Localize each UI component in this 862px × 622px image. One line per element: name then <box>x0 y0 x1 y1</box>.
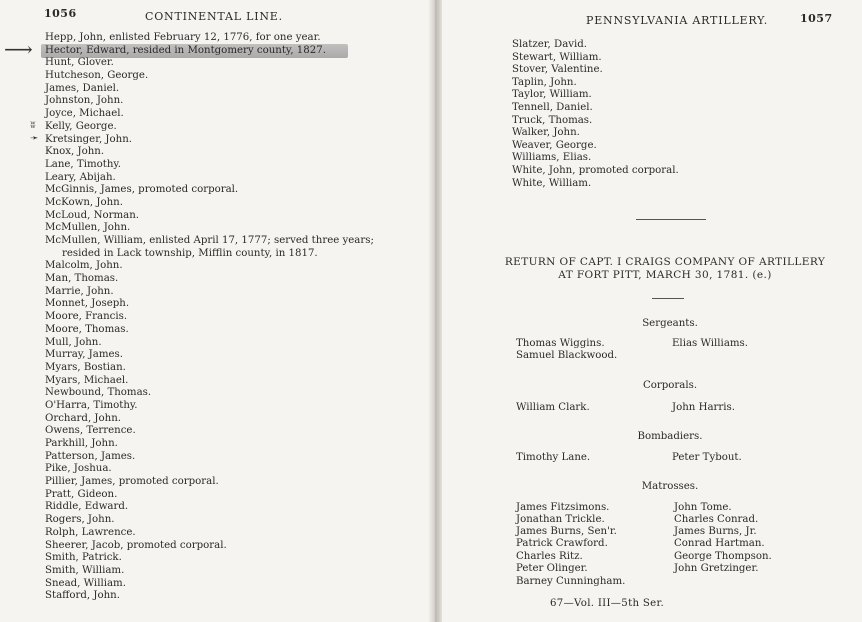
list-item-multiline: McMullen, William, enlisted April 17, 1777; served three years; resided in Lack township, Mifflin county, in 1817. <box>45 235 374 259</box>
roster-name: William Clark. <box>516 402 590 413</box>
list-item: Smith, Patrick. <box>45 552 122 564</box>
list-item: Slatzer, David. <box>512 39 588 50</box>
list-item: McGinnis, James, promoted corporal. <box>45 184 239 196</box>
list-item: Joyce, Michael. <box>45 108 124 120</box>
list-item: Malcolm, John. <box>45 260 123 272</box>
roster-name: James Burns, Jr. <box>674 526 757 537</box>
roster-name: Samuel Blackwood. <box>516 350 618 361</box>
list-item: Smith, William. <box>45 564 125 576</box>
list-item: Orchard, John. <box>45 412 122 424</box>
list-item: Murray, James. <box>45 349 123 361</box>
list-item: James, Daniel. <box>45 82 120 94</box>
list-item: Myars, Michael. <box>45 374 129 386</box>
roster-name: James Burns, Sen'r. <box>516 526 617 537</box>
roster-name: Peter Olinger. <box>516 563 588 574</box>
roster-name: Peter Tybout. <box>672 452 742 463</box>
handwritten-mark-icon: ➛ <box>30 133 39 144</box>
list-item: McKown, John. <box>45 196 123 208</box>
roster-name: John Gretzinger. <box>674 563 759 574</box>
list-item: McLoud, Norman. <box>45 209 140 221</box>
roster-name: Thomas Wiggins. <box>516 338 605 349</box>
list-item: White, William. <box>512 177 592 189</box>
list-item: Pratt, Gideon. <box>45 488 118 500</box>
list-item: Kelly, George. <box>45 120 117 132</box>
list-item: Johnston, John. <box>45 95 124 107</box>
roster-name: John Tome. <box>674 502 732 513</box>
roster-name: George Thompson. <box>674 551 772 562</box>
list-item: White, John, promoted corporal. <box>512 164 679 176</box>
roster-name: James Fitzsimons. <box>516 502 610 513</box>
roster-name: John Harris. <box>672 402 736 413</box>
roster-list-left <box>45 32 374 603</box>
list-item: Mull, John. <box>45 336 102 348</box>
roster-list-right <box>512 39 679 190</box>
list-item: Man, Thomas. <box>45 273 119 285</box>
roster-name: Elias Williams. <box>672 338 749 349</box>
section-divider <box>636 219 706 220</box>
right-page-number: 1057 <box>800 12 833 25</box>
list-item: Tennell, Daniel. <box>512 101 593 113</box>
highlighted-list-item: Hector, Edward, resided in Montgomery county, 1827. <box>45 45 374 58</box>
list-item: Rogers, John. <box>45 514 115 526</box>
list-item: Stafford, John. <box>45 590 120 602</box>
roster-name: Jonathan Trickle. <box>516 514 605 525</box>
list-item: O'Harra, Timothy. <box>45 399 138 411</box>
bombadiers-heading: Bombadiers. <box>637 431 703 442</box>
list-item: Newbound, Thomas. <box>45 387 152 399</box>
sergeants-heading: Sergeants. <box>642 318 698 329</box>
list-item: Snead, William. <box>45 577 126 589</box>
list-item: Patterson, James. <box>45 450 136 462</box>
list-item: Weaver, George. <box>512 139 597 151</box>
page-footer: 67—Vol. III—5th Ser. <box>550 598 665 609</box>
list-item: Leary, Abijah. <box>45 171 116 183</box>
list-item: Stover, Valentine. <box>512 64 603 76</box>
right-running-head: PENNSYLVANIA ARTILLERY. <box>586 14 769 27</box>
list-item: Knox, John. <box>45 146 105 158</box>
list-item: Owens, Terrence. <box>45 425 136 437</box>
list-item: Stewart, William. <box>512 51 602 63</box>
list-item: Pike, Joshua. <box>45 463 112 475</box>
list-item: Williams, Elias. <box>512 152 592 164</box>
list-item: Myars, Bostian. <box>45 361 126 373</box>
handwritten-mark-icon: ʬ <box>30 120 36 131</box>
return-title-line: RETURN OF CAPT. I CRAIGS COMPANY OF ARTILLERY <box>504 256 826 268</box>
list-item: Monnet, Joseph. <box>45 298 130 310</box>
list-item: Taplin, John. <box>512 76 577 88</box>
list-item: Walker, John. <box>512 127 580 139</box>
list-item: Hunt, Glover. <box>45 57 114 69</box>
list-item: Pillier, James, promoted corporal. <box>45 476 219 488</box>
list-item: Kretsinger, John. <box>45 133 133 145</box>
list-item: McMullen, John. <box>45 222 131 234</box>
list-item: Marrie, John. <box>45 285 114 297</box>
roster-name: Charles Conrad. <box>674 514 759 525</box>
roster-name: Timothy Lane. <box>516 452 591 463</box>
left-page-number: 1056 <box>44 7 77 20</box>
corporals-heading: Corporals. <box>642 380 698 391</box>
roster-name: Barney Cunningham. <box>516 576 626 587</box>
list-item: Sheerer, Jacob, promoted corporal. <box>45 539 227 551</box>
left-running-head: CONTINENTAL LINE. <box>145 10 283 23</box>
roster-name: Charles Ritz. <box>516 551 583 562</box>
list-item: Moore, Thomas. <box>45 323 129 335</box>
roster-name: Patrick Crawford. <box>516 538 608 549</box>
list-item: Moore, Francis. <box>45 311 128 323</box>
right-page <box>440 0 862 622</box>
list-item: Rolph, Lawrence. <box>45 526 136 538</box>
return-title-line: AT FORT PITT, MARCH 30, 1781. (e.) <box>558 269 772 281</box>
list-item: Hepp, John, enlisted February 12, 1776, for one year. <box>45 32 321 43</box>
handwritten-arrow-icon: ⟶ <box>4 37 33 61</box>
return-title <box>500 256 830 282</box>
section-divider <box>652 298 684 299</box>
list-item: Taylor, William. <box>512 89 592 101</box>
list-item: Parkhill, John. <box>45 438 118 450</box>
list-item: Riddle, Edward. <box>45 501 129 513</box>
list-item: Lane, Timothy. <box>45 158 122 170</box>
roster-name: Conrad Hartman. <box>674 538 765 549</box>
matrosses-heading: Matrosses. <box>641 481 699 492</box>
list-item: Truck, Thomas. <box>512 114 593 126</box>
list-item: Hutcheson, George. <box>45 70 149 82</box>
